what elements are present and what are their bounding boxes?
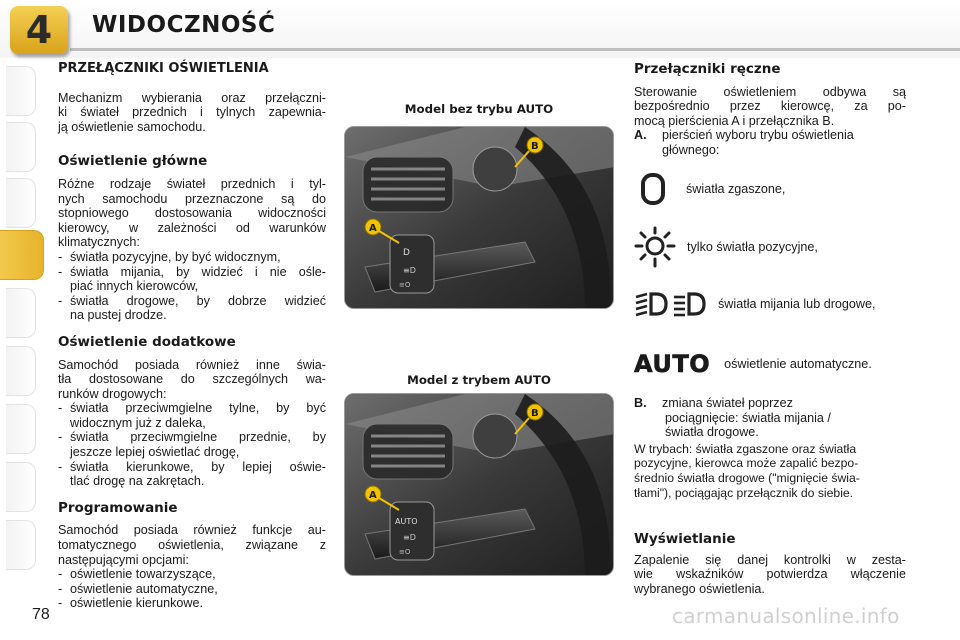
icon-auto-label: oświetlenie automatyczne.: [724, 357, 872, 371]
figure-caption-top: Model bez trybu AUTO: [404, 102, 554, 116]
left-column: [58, 62, 326, 611]
figure-caption-bottom: Model z trybem AUTO: [407, 373, 551, 387]
callout-a-label: A: [369, 490, 377, 501]
item-b-label: B.: [634, 396, 647, 410]
item-a-text: [662, 128, 854, 157]
main-lighting-title: Oświetlenie główne: [58, 153, 208, 170]
paragraph-line: Samochód posiada również funkcje au-: [58, 523, 326, 538]
paragraph-line: następującymi opcjami:: [58, 552, 189, 567]
svg-text:≡D: ≡D: [403, 533, 416, 542]
lights-off-icon: [640, 172, 666, 206]
chapter-tab-1[interactable]: [6, 66, 36, 116]
page-title: WIDOCZNOŚĆ: [92, 12, 276, 38]
modes-paragraph: [634, 442, 906, 500]
paragraph-line: Sterowanie oświetleniem odbywa są: [634, 84, 906, 99]
list-item-line: widocznym już z daleka,: [70, 415, 206, 430]
list-item: [58, 567, 326, 582]
stalk-illustration-bottom: [345, 394, 614, 576]
auto-icon: AUTO: [634, 350, 711, 378]
list-item-line: - światła mijania, by widzieć i nie ośle-: [70, 264, 326, 279]
icon-row-off: [640, 172, 785, 206]
list-item: [58, 250, 326, 265]
header-rule: [70, 48, 960, 51]
paragraph-line: bezpośrednio przez kierowcę, za po-: [634, 99, 906, 114]
paragraph-line: kierowcy, w zależności od warunków: [58, 220, 326, 235]
list-item: [58, 265, 326, 294]
list-item: [58, 582, 326, 597]
chapter-badge: [10, 6, 68, 54]
list-item-line: - oświetlenie automatyczne,: [70, 581, 218, 596]
callout-a-label: A: [369, 223, 377, 234]
icon-row-auto: [634, 350, 872, 378]
list-item-line: jeszcze lepiej oświetlać drogę,: [70, 445, 240, 460]
additional-lighting-title: Oświetlenie dodatkowe: [58, 333, 236, 350]
paragraph-line: klimatycznych:: [58, 235, 140, 250]
paragraph-line: wybranego oświetlenia.: [634, 581, 765, 596]
paragraph-line: wie wskaźników potwierdza włączenie: [634, 567, 906, 582]
chapter-tab-2[interactable]: [6, 122, 36, 172]
list-item-line: - światła drogowe, by dobrze widzieć: [70, 293, 326, 308]
list-item-line: - światła kierunkowe, by lepiej oświe-: [70, 459, 326, 474]
list-item: [58, 430, 326, 459]
watermark: carmanualsonline.info: [672, 604, 900, 628]
item-b: [634, 396, 906, 440]
programming-title: Programowanie: [58, 499, 178, 516]
list-item: [58, 596, 326, 611]
figure-stalk-with-auto: [344, 393, 614, 576]
list-item: [58, 460, 326, 489]
paragraph-line: tomatycznego oświetlenia, związane z: [58, 538, 326, 553]
stalk-marking: AUTO: [395, 517, 418, 526]
manual-paragraph: [634, 85, 906, 129]
item-b-line: światła drogowe.: [665, 425, 759, 440]
item-a-label: A.: [634, 128, 647, 143]
item-b-line: zmiana świateł poprzez: [662, 396, 793, 410]
paragraph-line: średnio światła drogowe ("mignięcie świa-: [634, 470, 860, 485]
chapter-tab-8[interactable]: [6, 462, 36, 512]
icon-row-dipped-main: [634, 291, 876, 317]
chapter-tab-9[interactable]: [6, 520, 36, 570]
paragraph-line: pozycyjne, kierowca może zapalić bezpo-: [634, 456, 859, 471]
right-column-lower: [634, 396, 906, 597]
dipped-main-beam-icon: [634, 291, 710, 317]
item-a-line: głównego:: [662, 142, 720, 157]
list-item-line: - światła pozycyjne, by być widocznym,: [70, 249, 281, 264]
icon-dipped-main-label: światła mijania lub drogowe,: [718, 297, 876, 311]
item-a-line: pierścień wyboru trybu oświetlenia: [662, 128, 854, 143]
intro-line: ją oświetlenie samochodu.: [58, 119, 206, 134]
intro-line: Mechanizm wybierania oraz przełączni-: [58, 90, 326, 105]
stalk-marking: D: [403, 248, 410, 258]
chapter-number: 4: [25, 8, 53, 52]
programming-paragraph: [58, 523, 326, 567]
intro-line: ki świateł przednich i tylnych zapewnia-: [58, 105, 326, 120]
callout-b-label: B: [531, 141, 539, 152]
list-item-line: tlać drogę na zakrętach.: [70, 474, 205, 489]
item-b-text: [662, 396, 831, 440]
chapter-tab-3[interactable]: [6, 178, 36, 228]
svg-text:≡O: ≡O: [399, 281, 411, 289]
chapter-tab-7[interactable]: [6, 404, 36, 454]
paragraph-line: mocą pierścienia A i przełącznika B.: [634, 113, 835, 128]
list-item-line: na pustej drodze.: [70, 308, 167, 323]
paragraph-line: nych samochodu przeznaczone są do: [58, 191, 326, 206]
chapter-tabs: [0, 66, 44, 586]
paragraph-line: runków drogowych:: [58, 386, 167, 401]
main-lighting-paragraph: [58, 177, 326, 250]
section-main-title: PRZEŁĄCZNIKI OŚWIETLENIA: [58, 61, 269, 76]
paragraph-line: stopniowego dostosowania widoczności: [58, 206, 326, 221]
callout-b-label: B: [531, 408, 539, 419]
intro-paragraph: [58, 91, 326, 135]
chapter-tab-5[interactable]: [6, 288, 36, 338]
list-item-line: - światła przeciwmgielne tylne, by być: [70, 401, 326, 416]
paragraph-line: tłami"), pociągając przełącznik do siebie.: [634, 485, 854, 500]
stalk-illustration-top: [345, 127, 614, 309]
paragraph-line: Samochód posiada również inne świa-: [58, 357, 326, 372]
display-title: Wyświetlanie: [634, 531, 736, 548]
paragraph-line: Zapalenie się danej kontrolki w zesta-: [634, 552, 906, 567]
position-lights-icon: [633, 226, 677, 268]
list-item: [58, 294, 326, 323]
display-paragraph: [634, 553, 906, 597]
right-column: [634, 62, 906, 158]
main-lighting-list: [58, 250, 326, 323]
list-item-line: - światła przeciwmgielne przednie, by: [70, 430, 326, 445]
programming-list: [58, 567, 326, 611]
air-vent: [363, 157, 453, 212]
icon-row-position: [633, 226, 818, 268]
list-item-line: - oświetlenie towarzyszące,: [70, 567, 216, 582]
list-item-line: - oświetlenie kierunkowe.: [70, 596, 204, 611]
chapter-tab-6[interactable]: [6, 346, 36, 396]
page-number: 78: [32, 606, 50, 623]
list-item-line: piać innych kierowców,: [70, 279, 199, 294]
icon-position-label: tylko światła pozycyjne,: [687, 240, 818, 254]
paragraph-line: W trybach: światła zgaszone oraz światła: [634, 441, 857, 456]
paragraph-line: tła dostosowane do szczególnych wa-: [58, 372, 326, 387]
manual-switches-title: Przełączniki ręczne: [634, 61, 781, 77]
svg-text:≡O: ≡O: [399, 548, 411, 556]
item-a: [634, 128, 906, 157]
additional-lighting-list: [58, 401, 326, 489]
chapter-tab-4-active[interactable]: [0, 230, 44, 280]
paragraph-line: Różne rodzaje świateł przednich i tyl-: [58, 176, 326, 191]
additional-lighting-paragraph: [58, 358, 326, 402]
svg-text:≡D: ≡D: [403, 266, 416, 275]
figure-stalk-without-auto: [344, 126, 614, 309]
list-item: [58, 401, 326, 430]
icon-off-label: światła zgaszone,: [686, 182, 786, 196]
item-b-line: pociągnięcie: światła mijania /: [665, 410, 831, 425]
